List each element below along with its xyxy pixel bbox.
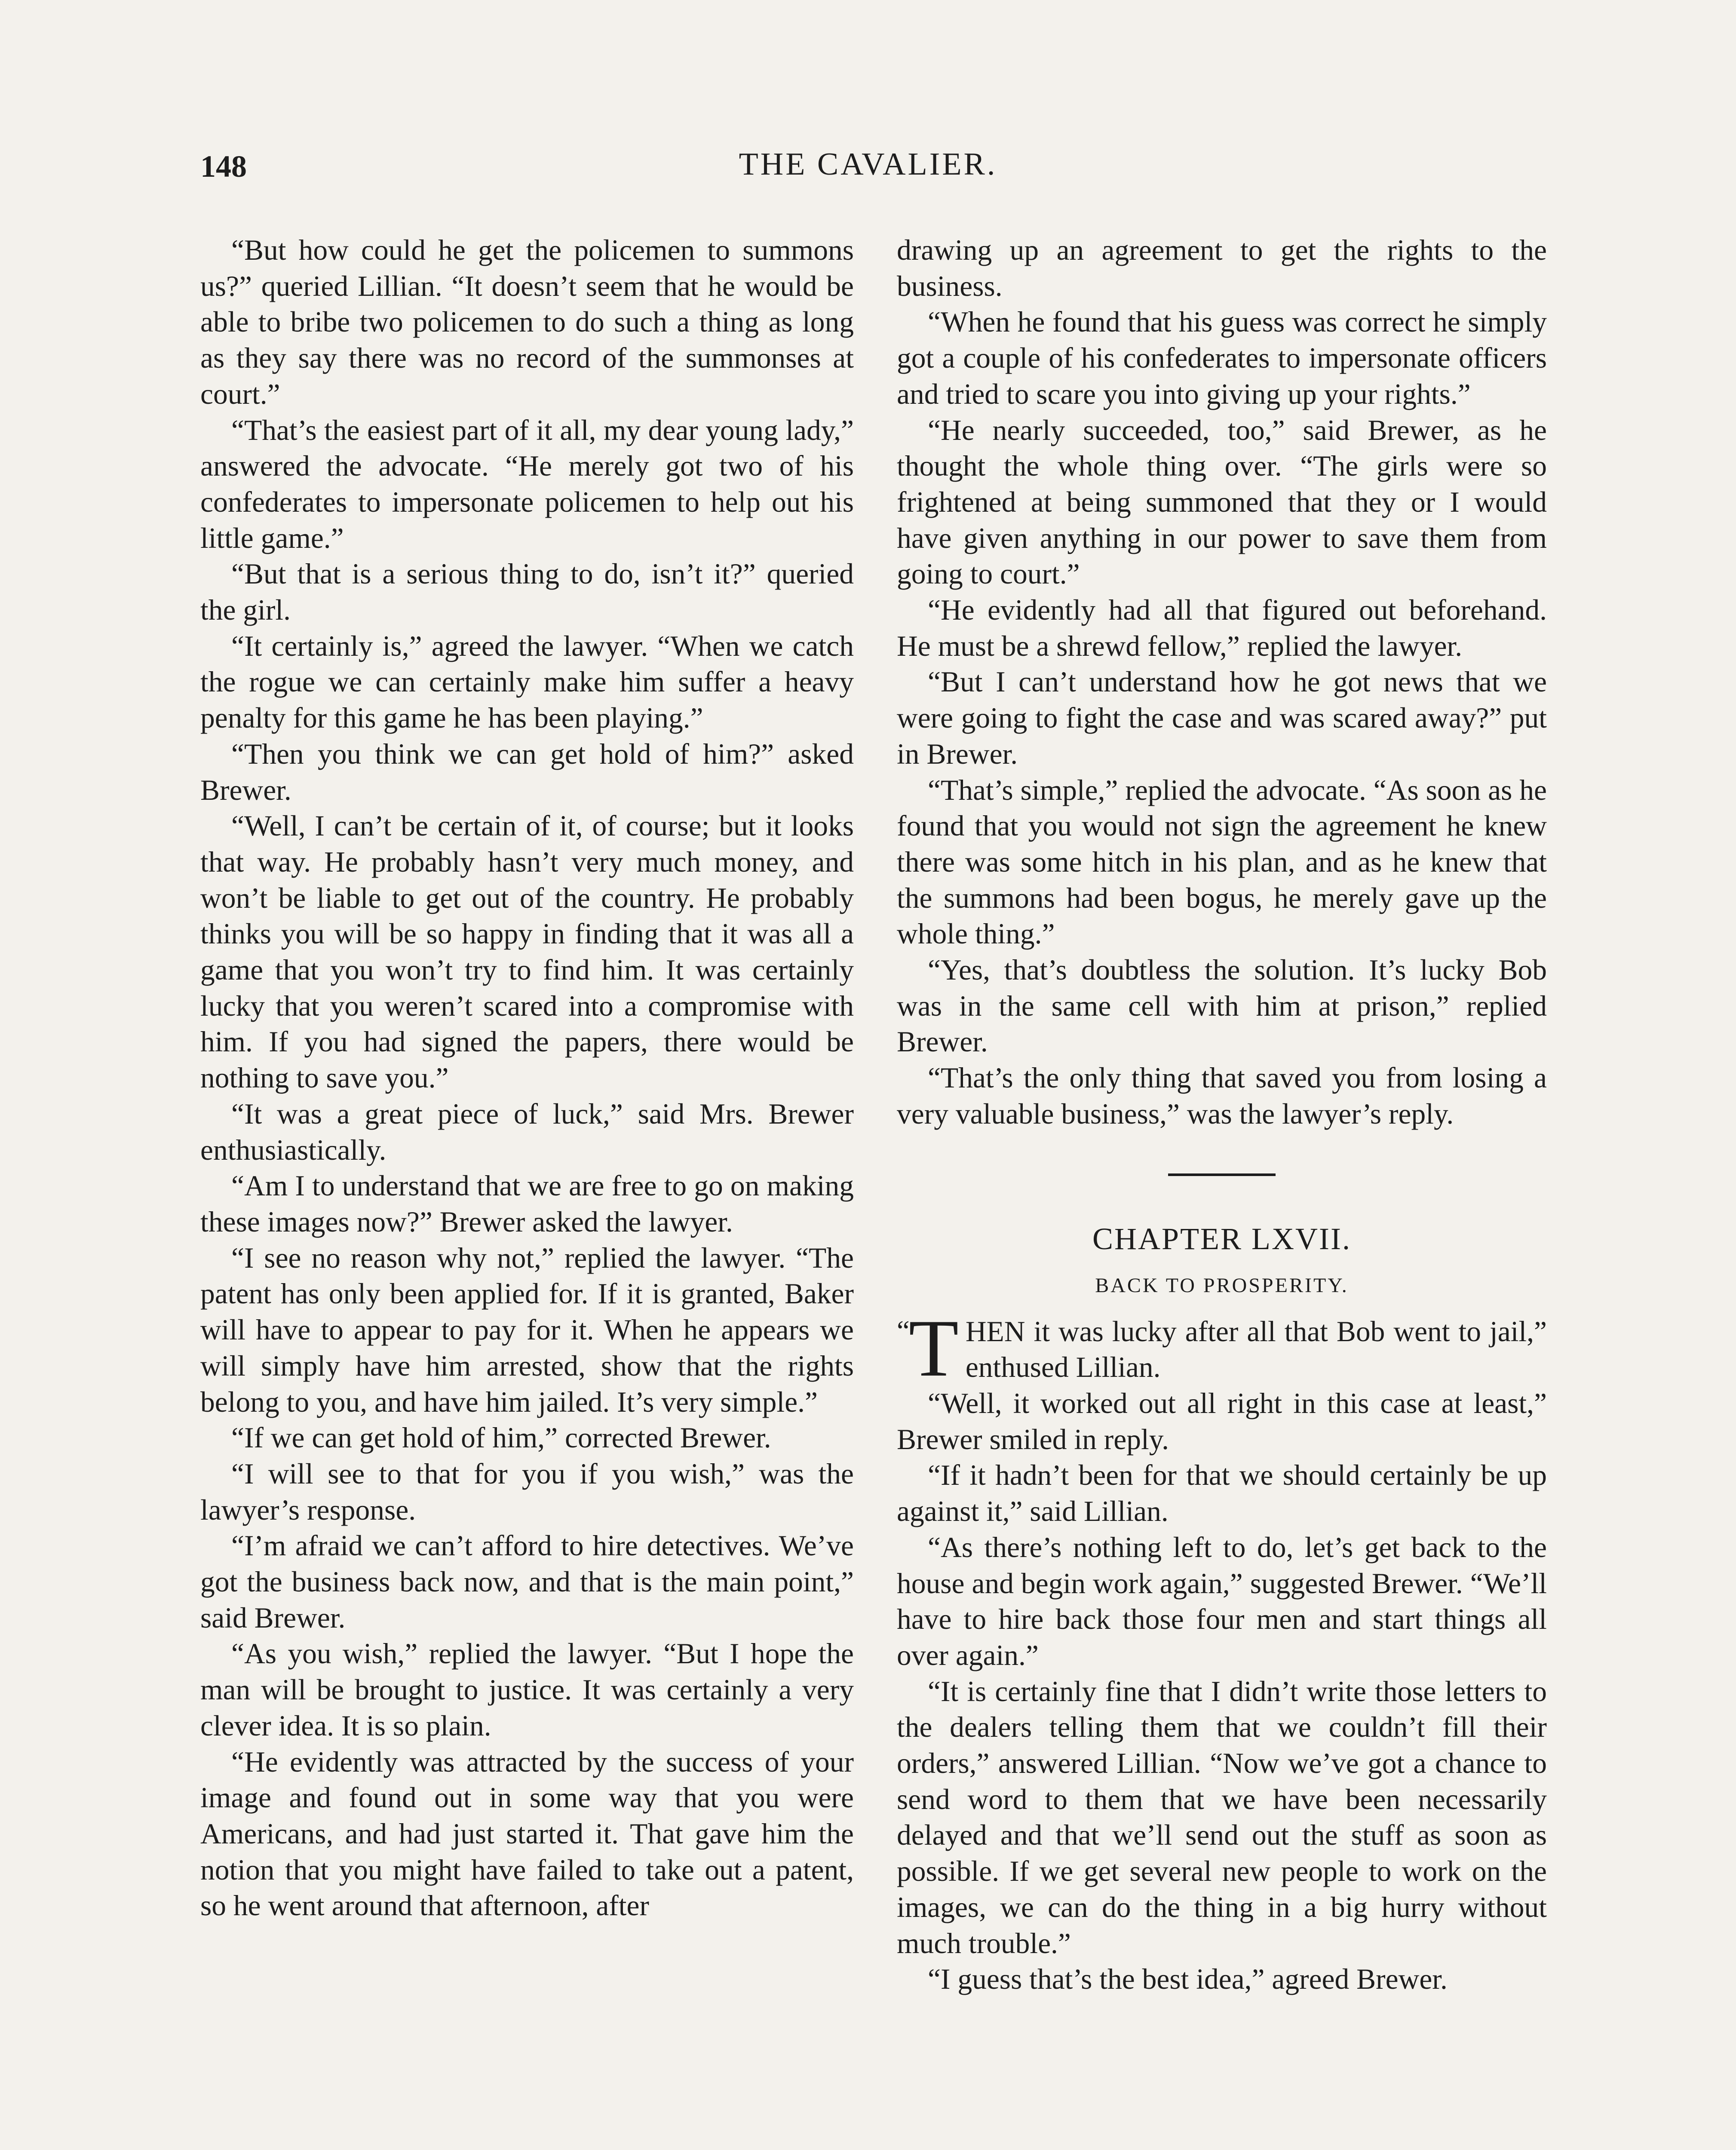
chapter-lead-paragraph — [897, 1303, 1547, 1394]
paragraph: “It is certainly fine that I didn’t write those letters to the dealers telling them that we couldn’t fill their orders,” answered Lillian. “Now we’ve got a chance to send word to them that we have been necessarily delayed and that we’ll send out the stuff as soon as possible. If we get several new people to work on the images, we can do the thing in a big hurry without much trouble.” — [897, 1675, 1547, 1960]
paragraph: “When he found that his guess was correct he simply got a couple of his confederates to impersonate officers and tried to scare you into giving up your rights.” — [897, 306, 1547, 410]
paragraph: “I will see to that for you if you wish,” was the lawyer’s response. — [200, 1457, 854, 1526]
paragraph: “But how could he get the policemen to summons us?” queried Lillian. “It doesn’t seem that he would be able to bribe two policemen to do such a thing as long as they say there was no record of the summonses at court.” — [200, 234, 854, 410]
running-title: THE CAVALIER. — [739, 147, 997, 182]
paragraph: “That’s the easiest part of it all, my dear young lady,” answered the advocate. “He merely got two of his confederates to impersonate policemen to help out his little game.” — [200, 414, 854, 554]
paragraph: “He nearly succeeded, too,” said Brewer, as he thought the whole thing over. “The girls were so frightened at being summoned that they or I would have given anything in our power to save them from going to court.” — [897, 414, 1547, 590]
right-column-top — [897, 232, 1547, 1132]
paragraph: “That’s simple,” replied the advocate. “As soon as he found that you would not sign the agreement he knew there was some hitch in his plan, and as he knew that the summons had been bogus, he merely gave up the whole thing.” — [897, 774, 1547, 950]
paragraph: “Well, it worked out all right in this case at least,” Brewer smiled in reply. — [897, 1387, 1547, 1456]
chapter-heading: CHAPTER LXVII. — [1092, 1221, 1351, 1256]
paragraph: drawing up an agreement to get the rights to the business. — [897, 234, 1547, 302]
right-column-bottom — [897, 1385, 1547, 1997]
paragraph: “He evidently had all that figured out beforehand. He must be a shrewd fellow,” replied the lawyer. — [897, 594, 1547, 662]
lead-open-quote: “ — [897, 1315, 910, 1347]
paragraph: “But I can’t understand how he got news that we were going to fight the case and was scared away?” put in Brewer. — [897, 666, 1547, 770]
paragraph: “Yes, that’s doubtless the solution. It’s lucky Bob was in the same cell with him at prison,” replied Brewer. — [897, 954, 1547, 1058]
paragraph: “As you wish,” replied the lawyer. “But I hope the man will be brought to justice. It was certainly a very clever idea. It is so plain. — [200, 1637, 854, 1742]
paragraph: “If it hadn’t been for that we should certainly be up against it,” said Lillian. — [897, 1459, 1547, 1528]
paragraph: “That’s the only thing that saved you from losing a very valuable business,” was the lawyer’s reply. — [897, 1062, 1547, 1130]
paragraph: “As there’s nothing left to do, let’s get back to the house and begin work again,” suggested Brewer. “We’ll have to hire back those four men and start things all over again.” — [897, 1531, 1547, 1671]
left-column — [200, 232, 854, 1924]
page-number: 148 — [200, 149, 247, 184]
paragraph: “I see no reason why not,” replied the lawyer. “The patent has only been applied for. If it is granted, Baker will have to appear to pay for it. When he appears we will simply have him arrested, show that the rights belong to you, and have him jailed. It’s very simple.” — [200, 1241, 854, 1418]
paragraph: “Am I to understand that we are free to go on making these images now?” Brewer asked the lawyer. — [200, 1170, 854, 1238]
paragraph: “Then you think we can get hold of him?” asked Brewer. — [200, 737, 854, 806]
paragraph: “But that is a serious thing to do, isn’t it?” queried the girl. — [200, 558, 854, 627]
paragraph: “I guess that’s the best idea,” agreed Brewer. — [928, 1963, 1448, 1996]
lead-text: HEN it was lucky after all that Bob went to jail,” enthused Lillian. — [965, 1315, 1547, 1384]
drop-cap: T — [908, 1303, 959, 1394]
paragraph: “It was a great piece of luck,” said Mrs. Brewer enthusiastically. — [200, 1097, 854, 1166]
paragraph: “If we can get hold of him,” corrected Brewer. — [231, 1422, 771, 1454]
chapter-subtitle: BACK TO PROSPERITY. — [1095, 1274, 1349, 1297]
right-column — [897, 232, 1547, 1997]
paragraph: “I’m afraid we can’t afford to hire detectives. We’ve got the business back now, and that is the main point,” said Brewer. — [200, 1530, 854, 1634]
paragraph: “It certainly is,” agreed the lawyer. “When we catch the rogue we can certainly make him suffer a heavy penalty for this game he has been playing.” — [200, 630, 854, 734]
paragraph: “He evidently was attracted by the success of your image and found out in some way that you were Americans, and had just started it. That gave him the notion that you might have failed to take out a patent, so he went around that afternoon, after — [200, 1745, 854, 1922]
section-divider — [1168, 1173, 1276, 1176]
paragraph: “Well, I can’t be certain of it, of course; but it looks that way. He probably hasn’t very much money, and won’t be liable to get out of the country. He probably thinks you will be so happy in finding that it was all a game that you won’t try to find him. It was certainly lucky that you weren’t scared into a compromise with him. If you had signed the papers, there would be nothing to save you.” — [200, 810, 854, 1094]
